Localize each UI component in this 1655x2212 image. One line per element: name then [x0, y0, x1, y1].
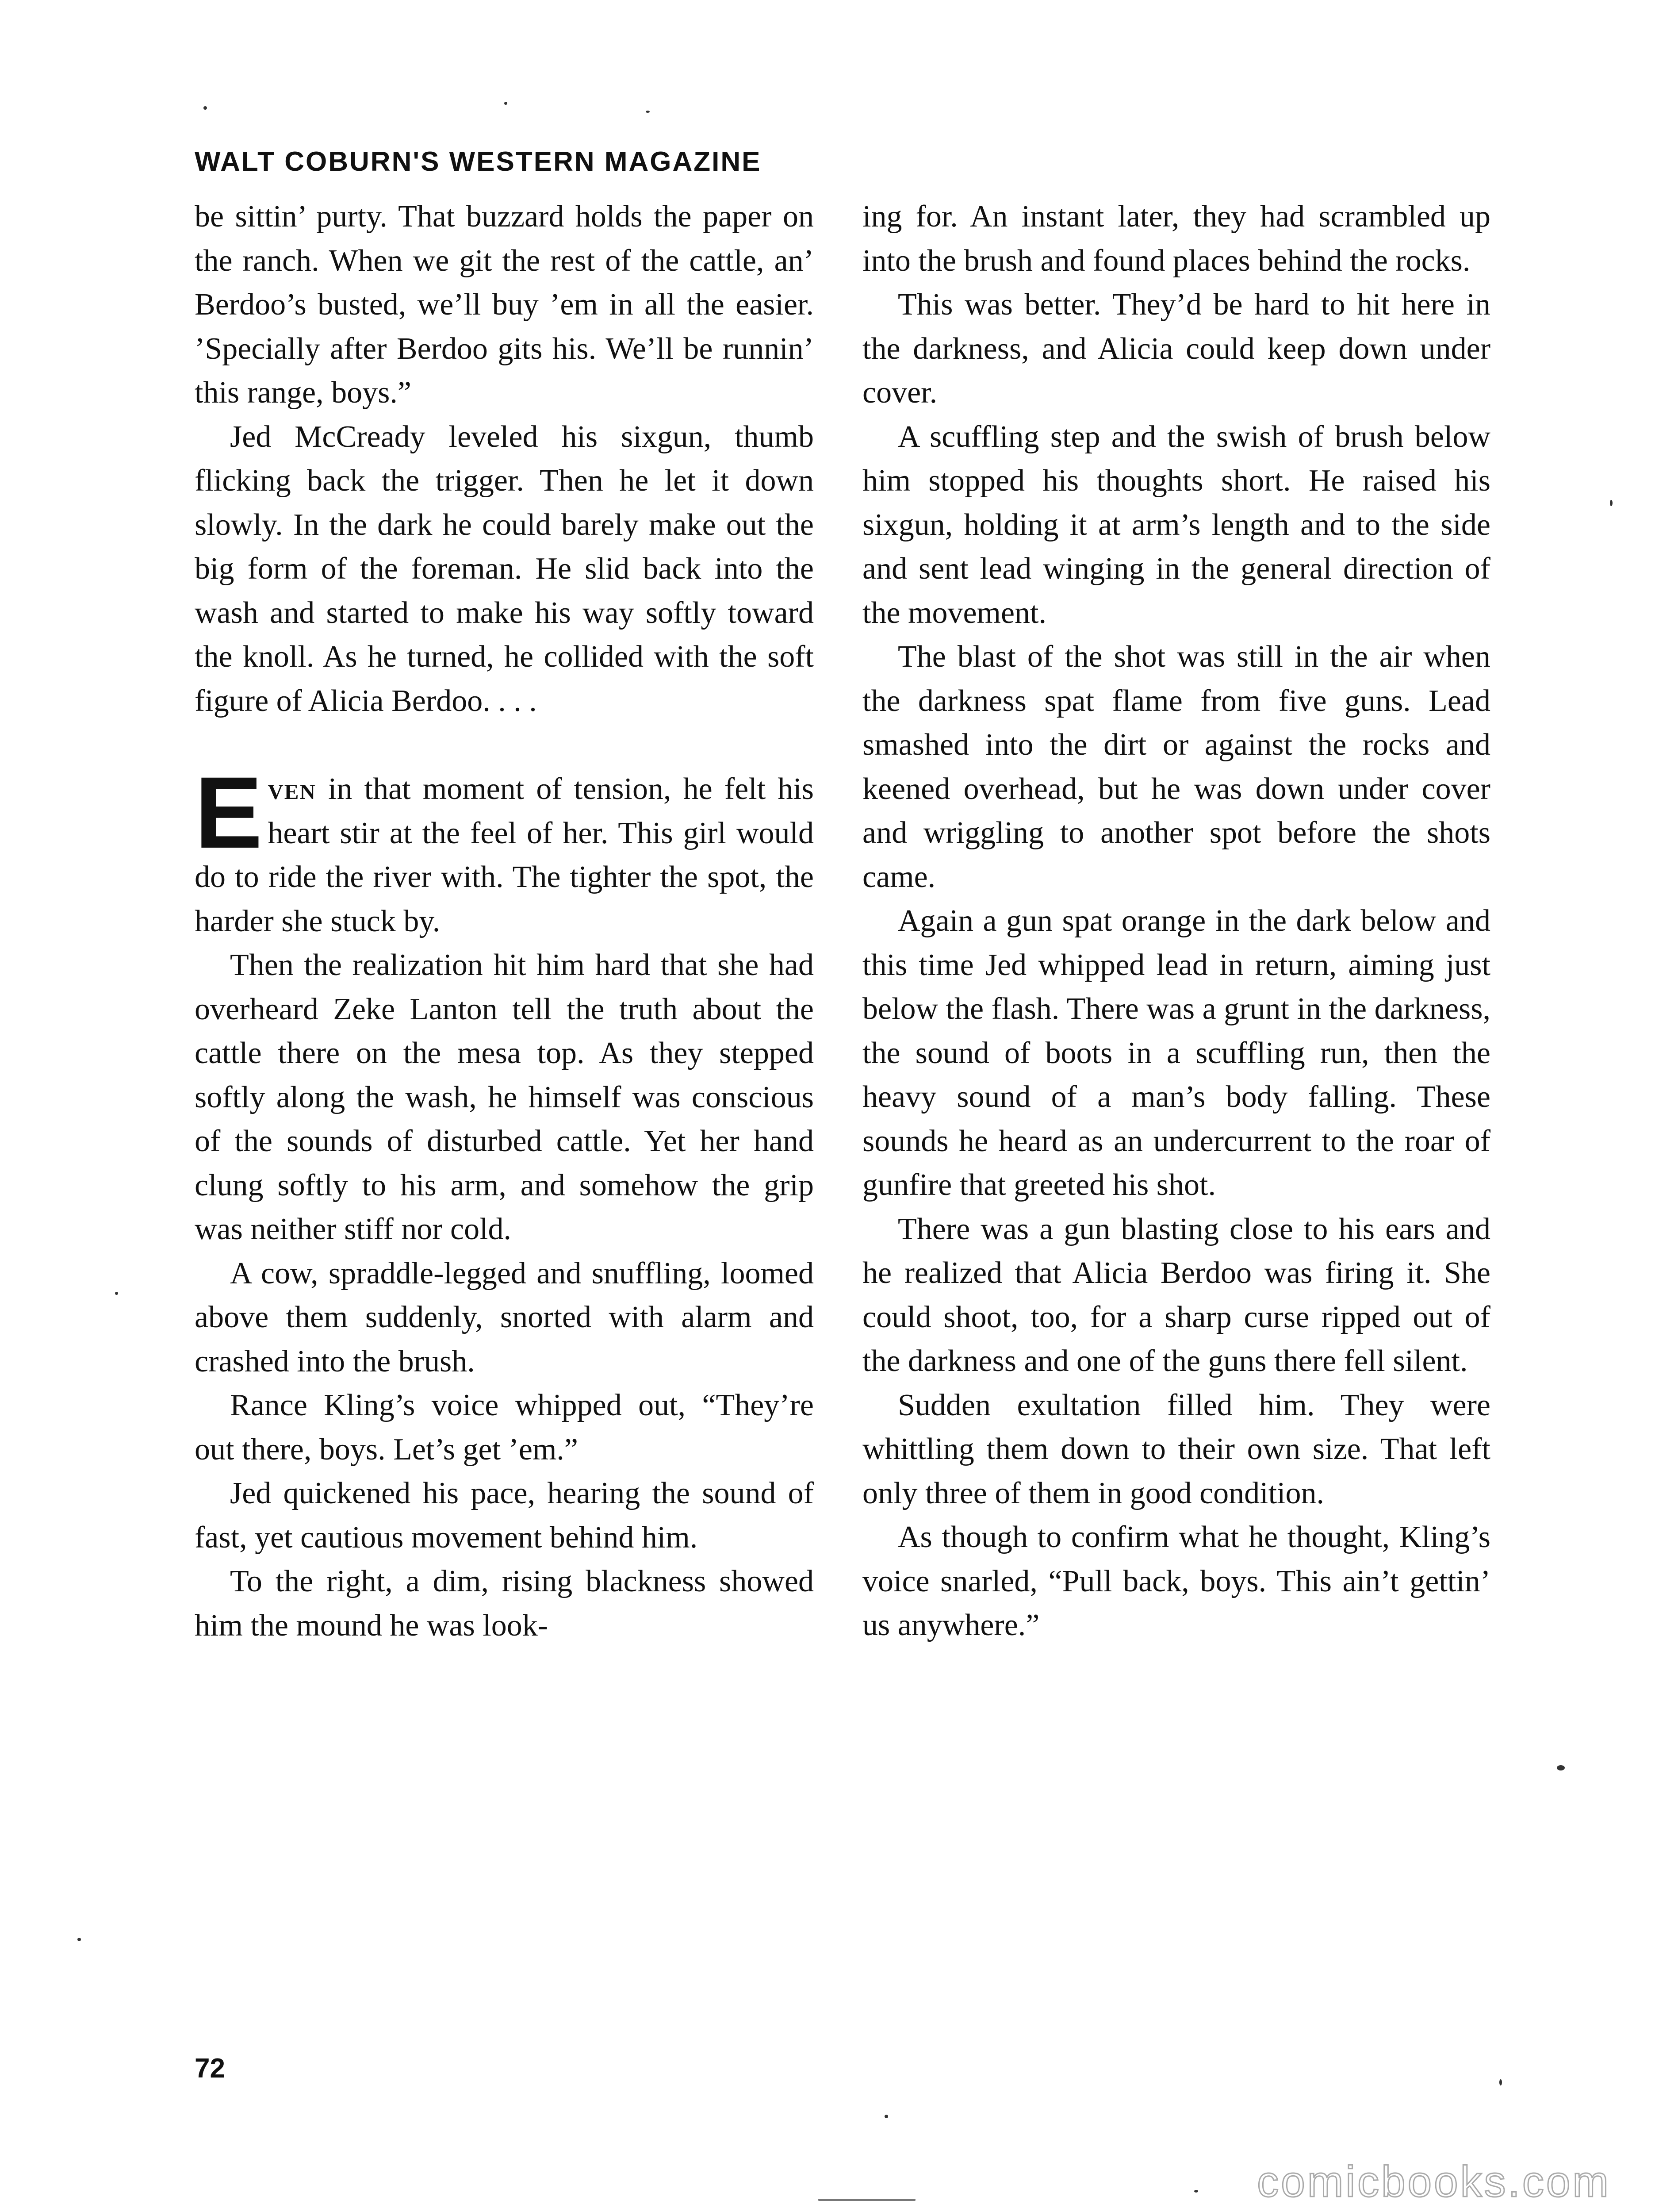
paragraph: Jed McCready leveled his sixgun, thumb flicking back the trigger. Then he let it down slowly. In the dark he could barely make out the big form of the foreman. He slid back into the wash and started to make his way softly toward the knoll. As he turned, he collided with the soft figure of Alicia Berdoo. . . .: [195, 419, 814, 718]
drop-cap: E: [195, 756, 263, 869]
paragraph: Then the realization hit him hard that she had overheard Zeke Lanton tell the truth about the cattle there on the mesa top. As they stepped softly along the wash, he himself was conscious of the sounds of disturbed cattle. Yet her hand clung softly to his arm, and somehow the grip was neither stiff nor cold.: [195, 948, 814, 1246]
paragraph: Jed quickened his pace, hearing the sound of fast, yet cautious movement behind him.: [195, 1476, 814, 1555]
section-opening-paragraph: [195, 756, 814, 943]
small-caps-lead: ven: [268, 772, 316, 806]
left-column: [195, 195, 814, 1647]
print-speck: [77, 1938, 81, 1941]
paragraph: Rance Kling’s voice whipped out, “They’re out there, boys. Let’s get ’em.”: [195, 1388, 814, 1467]
running-head: WALT COBURN'S WESTERN MAGAZINE: [195, 146, 762, 177]
right-column: [862, 195, 1490, 1647]
paragraph: A cow, spraddle-legged and snuffling, loomed above them suddenly, snorted with alarm and crashed into the brush.: [195, 1256, 814, 1379]
paragraph: Again a gun spat orange in the dark below and this time Jed whipped lead in return, aiming just below the flash. There was a grunt in the darkness, the sound of boots in a scuffling run, then the heavy sound of a man’s body falling. These sounds he heard as an undercurrent to the roar of gunfire that greeted his shot.: [862, 904, 1490, 1202]
print-speck: [1194, 2190, 1198, 2193]
print-speck: [115, 1292, 118, 1295]
paragraph: This was better. They’d be hard to hit here in the darkness, and Alicia could keep down under cover.: [862, 288, 1490, 410]
paragraph: The blast of the shot was still in the air when the darkness spat flame from five guns. Lead smashed into the dirt or against the rocks and keened overhead, but he was down under cover and wriggling to another spot before the shots came.: [862, 640, 1490, 894]
paragraph: be sittin’ purty. That buzzard holds the paper on the ranch. When we git the rest of the cattle, an’ Berdoo’s busted, we’ll buy ’em in all the easier. ’Specially after Berdoo gits his. We’ll be runnin’ this range, boys.”: [195, 200, 814, 410]
paragraph: ing for. An instant later, they had scrambled up into the brush and found places behind the rocks.: [862, 200, 1490, 278]
print-speck: [818, 2199, 916, 2201]
print-speck: [1610, 500, 1613, 506]
print-speck: [885, 2115, 888, 2118]
print-speck: [1557, 1765, 1565, 1770]
paragraph: As though to confirm what he thought, Kling’s voice snarled, “Pull back, boys. This ain’t gettin’ us anywhere.”: [862, 1520, 1490, 1642]
print-speck: [203, 106, 207, 110]
paragraph-text: in that moment of tension, he felt his heart stir at the feel of her. This girl would do to ride the river with. The tighter the spot, the harder she stuck by.: [195, 772, 814, 938]
paragraph: There was a gun blasting close to his ears and he realized that Alicia Berdoo was firing it. She could shoot, too, for a sharp curse ripped out of the darkness and one of the guns there fell silent.: [862, 1212, 1490, 1378]
paragraph: A scuffling step and the swish of brush below him stopped his thoughts short. He raised his sixgun, holding it at arm’s length and to the side and sent lead winging in the general direction of the movement.: [862, 419, 1490, 630]
paragraph: To the right, a dim, rising blackness showed him the mound he was look-: [195, 1564, 814, 1643]
watermark-logo: comicbooks.com: [1257, 2157, 1611, 2206]
print-speck: [646, 111, 650, 113]
page-number: 72: [195, 2053, 225, 2084]
print-speck: [504, 102, 507, 105]
paragraph: Sudden exultation filled him. They were whittling them down to their own size. That left only three of them in good condition.: [862, 1388, 1490, 1510]
print-speck: [1499, 2079, 1502, 2085]
